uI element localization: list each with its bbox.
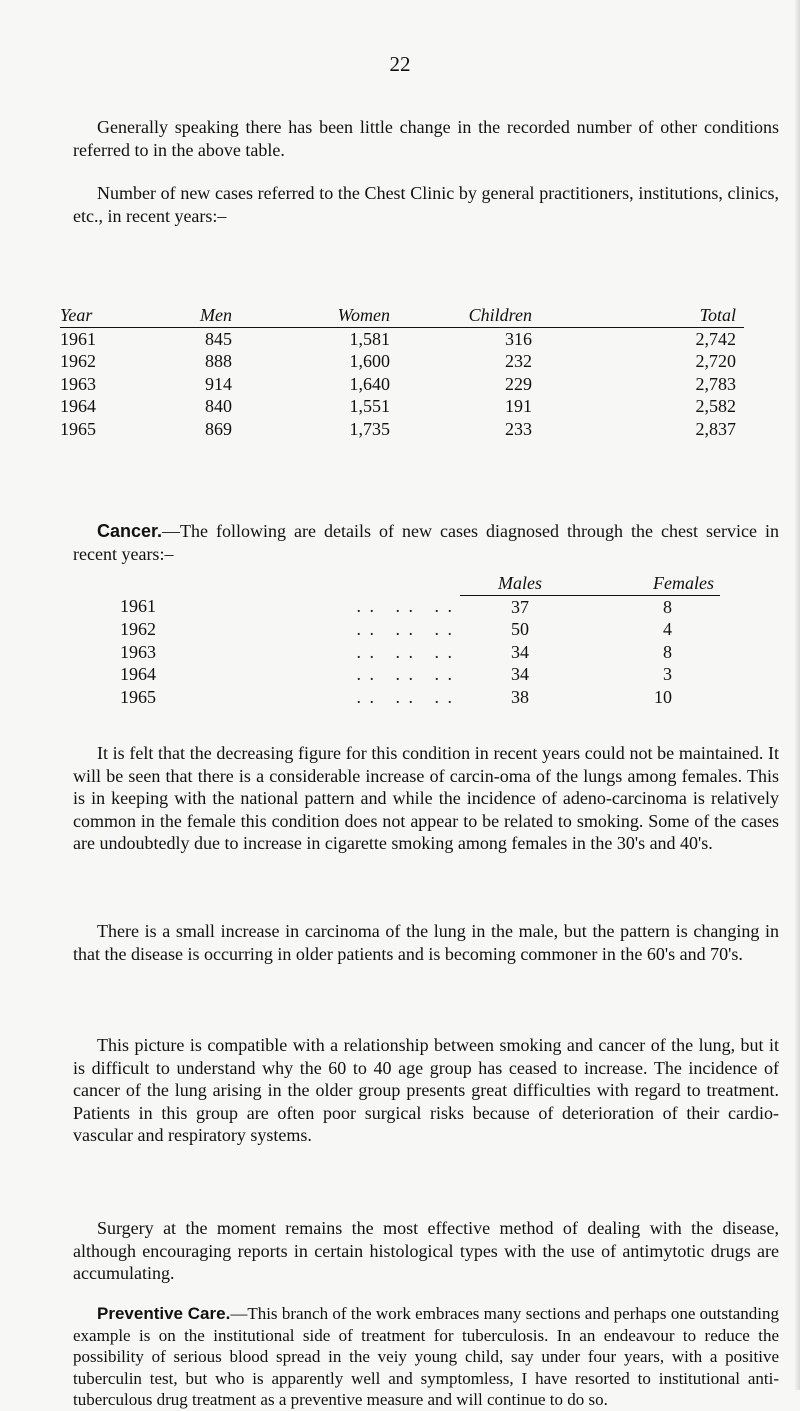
cancer-heading: Cancer. bbox=[97, 521, 163, 541]
males-cell: 38 bbox=[511, 686, 529, 707]
year-cell: 1961 bbox=[60, 327, 124, 350]
dot-leader: . . . . . . bbox=[356, 619, 454, 639]
column-header-year: Year bbox=[60, 305, 93, 325]
chest-clinic-intro: Number of new cases referred to the Chest Clinic by general practitioners, institutions, clinics, etc., in recent years:– bbox=[73, 183, 779, 226]
females-cell: 10 bbox=[654, 686, 672, 707]
indent-spacer bbox=[60, 663, 120, 686]
year-cell: 1965 bbox=[120, 686, 156, 707]
children-cell: 316 bbox=[394, 327, 554, 350]
females-cell: 8 bbox=[663, 641, 672, 662]
males-cell: 50 bbox=[511, 619, 529, 639]
children-cell: 229 bbox=[505, 373, 532, 394]
males-cell: 34 bbox=[511, 664, 529, 684]
table-header-row bbox=[60, 304, 744, 327]
small-increase-paragraph: There is a small increase in carcinoma of the lung in the male, but the pattern is changing in that the disease is occurring in older patients and is becoming commoner in the 60's and 70's. bbox=[73, 921, 779, 964]
cancer-intro: —The following are details of new cases diagnosed through the chest service in recent years:– bbox=[73, 521, 779, 564]
indent-spacer bbox=[60, 641, 120, 664]
year-cell: 1964 bbox=[120, 664, 156, 684]
year-cell: 1964 bbox=[60, 396, 96, 416]
indent-spacer bbox=[60, 686, 120, 709]
children-cell: 233 bbox=[505, 418, 532, 439]
children-cell: 191 bbox=[505, 396, 532, 416]
males-cell: 34 bbox=[511, 641, 529, 662]
intro-paragraph: Generally speaking there has been little change in the recorded number of other conditions referred to in the above table. bbox=[73, 117, 779, 160]
year-cell: 1965 bbox=[60, 418, 96, 439]
men-cell: 914 bbox=[205, 373, 232, 394]
women-cell: 1,551 bbox=[349, 396, 390, 416]
females-cell: 8 bbox=[580, 595, 720, 618]
women-cell: 1,581 bbox=[264, 327, 394, 350]
dot-leader: . . . . . . bbox=[356, 664, 454, 684]
men-cell: 845 bbox=[124, 327, 264, 350]
column-header-women: Women bbox=[337, 305, 390, 325]
preventive-care-heading: Preventive Care. bbox=[97, 1304, 231, 1323]
picture-compatible-paragraph: This picture is compatible with a relationship between smoking and cancer of the lung, but it is difficult to understand why the 60 to 40 age group has ceased to increase. The incidence of cancer of the lung arising in the older group presents great difficulties with regard to treatment. Patients in this group are often poor surgical risks because of deterioration of their cardio-vascular and respiratory systems. bbox=[73, 1035, 779, 1145]
females-cell: 3 bbox=[663, 664, 672, 684]
table-row bbox=[60, 350, 744, 373]
total-cell: 2,783 bbox=[695, 373, 736, 394]
table-row bbox=[60, 686, 720, 709]
cancer-paragraph bbox=[73, 520, 779, 565]
dot-leader: . . . . . . bbox=[356, 686, 454, 707]
table-row bbox=[60, 373, 744, 396]
dot-leader: . . . . . . bbox=[356, 641, 454, 662]
children-cell: 232 bbox=[505, 351, 532, 371]
total-cell: 2,720 bbox=[695, 351, 736, 371]
men-cell: 869 bbox=[205, 418, 232, 439]
men-cell: 888 bbox=[205, 351, 232, 371]
page-edge-shadow bbox=[794, 0, 800, 1390]
total-cell: 2,742 bbox=[554, 327, 744, 350]
indent-spacer bbox=[60, 595, 120, 618]
total-cell: 2,582 bbox=[695, 396, 736, 416]
surgery-paragraph: Surgery at the moment remains the most effective method of dealing with the disease, although encouraging reports in certain histological types with the use of antimytotic drugs are accumulating. bbox=[73, 1218, 779, 1283]
preventive-care-paragraph bbox=[73, 1303, 779, 1411]
table-header-row bbox=[60, 572, 720, 595]
table-row bbox=[60, 618, 720, 641]
page-number: 22 bbox=[389, 52, 411, 76]
column-header-men: Men bbox=[200, 305, 232, 325]
preventive-care-text: —This branch of the work embraces many sections and perhaps one outstanding example is on the institutional side of treatment for tuberculosis. In an endeavour to reduce the possibility of serious blood spread in the veiy young child, say under four years, with a positive tuberculin test, but who is apparently well and symptomless, I have resorted to institutional anti-tuberculous drug treatment as a preventive measure and will continue to do so. bbox=[73, 1304, 780, 1409]
women-cell: 1,640 bbox=[349, 373, 390, 394]
year-cell: 1963 bbox=[120, 641, 156, 662]
table-row bbox=[60, 327, 744, 350]
table-row bbox=[60, 641, 720, 664]
males-cell: 37 bbox=[460, 595, 580, 618]
year-cell: 1963 bbox=[60, 373, 96, 394]
women-cell: 1,735 bbox=[349, 418, 390, 439]
column-header-total: Total bbox=[699, 305, 736, 325]
females-cell: 4 bbox=[663, 619, 672, 639]
table-row bbox=[60, 663, 720, 686]
table-row bbox=[60, 418, 744, 441]
total-cell: 2,837 bbox=[695, 418, 736, 439]
column-header-children: Children bbox=[468, 305, 532, 325]
decreasing-figure-paragraph: It is felt that the decreasing figure for this condition in recent years could not be maintained. It will be seen that there is a considerable increase of carcin-oma of the lungs among females. This is in keeping with the national pattern and while the incidence of adeno-carcinoma is relatively common in the female this condition does not appear to be related to smoking. Some of the cases are undoubtedly due to increase in cigarette smoking among females in the 30's and 40's. bbox=[73, 743, 779, 853]
year-cell: 1961 bbox=[120, 596, 156, 617]
year-cell: 1962 bbox=[60, 351, 96, 371]
indent-spacer bbox=[60, 618, 120, 641]
women-cell: 1,600 bbox=[349, 351, 390, 371]
table-row bbox=[60, 395, 744, 418]
column-header-females: Females bbox=[653, 573, 714, 593]
table-row bbox=[60, 595, 720, 618]
chest-clinic-table bbox=[60, 304, 744, 440]
cancer-table bbox=[60, 572, 720, 708]
dot-leader: . . . . . . bbox=[356, 596, 454, 617]
men-cell: 840 bbox=[205, 396, 232, 416]
column-header-males: Males bbox=[498, 573, 542, 593]
year-cell: 1962 bbox=[120, 619, 156, 639]
